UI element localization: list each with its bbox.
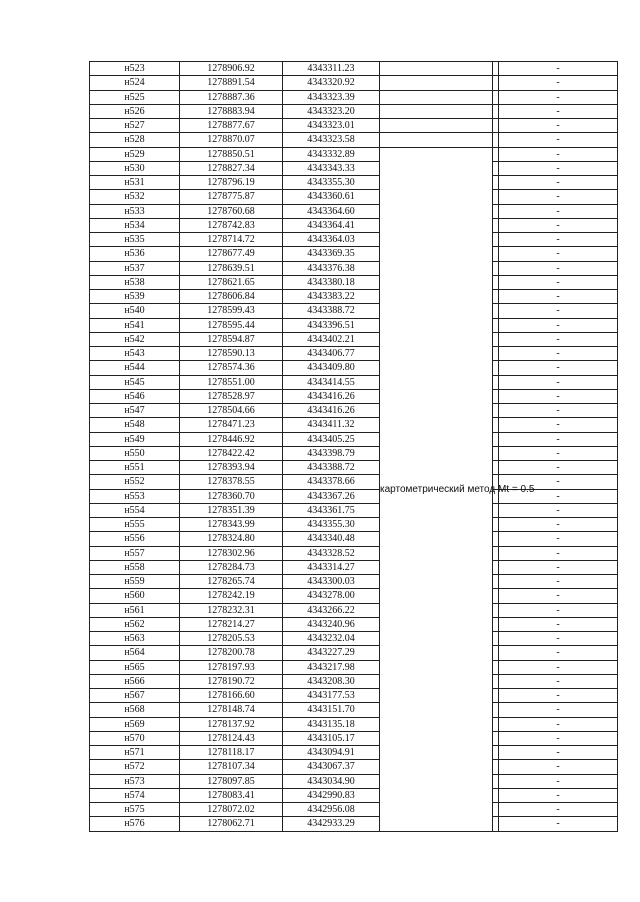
y-coordinate-cell: 4343414.55: [283, 375, 380, 389]
point-name-cell: н541: [90, 318, 180, 332]
x-coordinate-cell: 1278148.74: [180, 703, 283, 717]
table-row: [90, 589, 618, 603]
y-coordinate-cell: 4343300.03: [283, 575, 380, 589]
dash-cell: -: [499, 62, 618, 76]
table-row: [90, 646, 618, 660]
y-coordinate-cell: 4343227.29: [283, 646, 380, 660]
y-coordinate-cell: 4343135.18: [283, 717, 380, 731]
point-name-cell: н545: [90, 375, 180, 389]
table-row: [90, 304, 618, 318]
point-name-cell: н534: [90, 218, 180, 232]
y-coordinate-cell: 4343328.52: [283, 546, 380, 560]
dash-cell: -: [499, 674, 618, 688]
y-coordinate-cell: 4343266.22: [283, 603, 380, 617]
dash-cell: -: [499, 147, 618, 161]
x-coordinate-cell: 1278351.39: [180, 503, 283, 517]
x-coordinate-cell: 1278796.19: [180, 176, 283, 190]
point-name-cell: н547: [90, 404, 180, 418]
point-name-cell: н531: [90, 176, 180, 190]
y-coordinate-cell: 4343151.70: [283, 703, 380, 717]
table-row: [90, 76, 618, 90]
x-coordinate-cell: 1278639.51: [180, 261, 283, 275]
y-coordinate-cell: 4343378.66: [283, 475, 380, 489]
point-name-cell: н565: [90, 660, 180, 674]
y-coordinate-cell: 4343398.79: [283, 446, 380, 460]
table-row: [90, 660, 618, 674]
x-coordinate-cell: 1278137.92: [180, 717, 283, 731]
dash-cell: -: [499, 104, 618, 118]
table-row: [90, 147, 618, 161]
x-coordinate-cell: 1278599.43: [180, 304, 283, 318]
point-name-cell: н551: [90, 461, 180, 475]
table-row: [90, 746, 618, 760]
method-cell-empty: [380, 119, 493, 133]
method-cell-empty: [380, 104, 493, 118]
dash-cell: -: [499, 817, 618, 831]
y-coordinate-cell: 4343364.03: [283, 233, 380, 247]
dash-cell: -: [499, 76, 618, 90]
y-coordinate-cell: 4343406.77: [283, 347, 380, 361]
x-coordinate-cell: 1278422.42: [180, 446, 283, 460]
point-name-cell: н554: [90, 503, 180, 517]
dash-cell: -: [499, 731, 618, 745]
x-coordinate-cell: 1278097.85: [180, 774, 283, 788]
y-coordinate-cell: 4343355.30: [283, 518, 380, 532]
point-name-cell: н573: [90, 774, 180, 788]
y-coordinate-cell: 4343323.39: [283, 90, 380, 104]
dash-cell: -: [499, 632, 618, 646]
y-coordinate-cell: 4343105.17: [283, 731, 380, 745]
table-row: [90, 575, 618, 589]
x-coordinate-cell: 1278621.65: [180, 275, 283, 289]
point-name-cell: н553: [90, 489, 180, 503]
dash-cell: -: [499, 603, 618, 617]
dash-cell: -: [499, 703, 618, 717]
x-coordinate-cell: 1278072.02: [180, 803, 283, 817]
x-coordinate-cell: 1278471.23: [180, 418, 283, 432]
dash-cell: -: [499, 389, 618, 403]
table-row: [90, 689, 618, 703]
x-coordinate-cell: 1278232.31: [180, 603, 283, 617]
method-cell-empty: [380, 62, 493, 76]
table-row: [90, 133, 618, 147]
x-coordinate-cell: 1278324.80: [180, 532, 283, 546]
table-row: [90, 446, 618, 460]
x-coordinate-cell: 1278551.00: [180, 375, 283, 389]
y-coordinate-cell: 4343232.04: [283, 632, 380, 646]
x-coordinate-cell: 1278877.67: [180, 119, 283, 133]
y-coordinate-cell: 4342956.08: [283, 803, 380, 817]
y-coordinate-cell: 4343396.51: [283, 318, 380, 332]
y-coordinate-cell: 4343094.91: [283, 746, 380, 760]
table-row: [90, 703, 618, 717]
table-row: [90, 803, 618, 817]
y-coordinate-cell: 4343409.80: [283, 361, 380, 375]
x-coordinate-cell: 1278190.72: [180, 674, 283, 688]
dash-cell: -: [499, 218, 618, 232]
x-coordinate-cell: 1278205.53: [180, 632, 283, 646]
point-name-cell: н533: [90, 204, 180, 218]
point-name-cell: н532: [90, 190, 180, 204]
y-coordinate-cell: 4343323.58: [283, 133, 380, 147]
dash-cell: -: [499, 275, 618, 289]
point-name-cell: н558: [90, 560, 180, 574]
y-coordinate-cell: 4343416.26: [283, 404, 380, 418]
y-coordinate-cell: 4343177.53: [283, 689, 380, 703]
y-coordinate-cell: 4343320.92: [283, 76, 380, 90]
point-name-cell: н567: [90, 689, 180, 703]
x-coordinate-cell: 1278166.60: [180, 689, 283, 703]
dash-cell: -: [499, 161, 618, 175]
x-coordinate-cell: 1278760.68: [180, 204, 283, 218]
dash-cell: -: [499, 375, 618, 389]
y-coordinate-cell: 4342933.29: [283, 817, 380, 831]
x-coordinate-cell: 1278107.34: [180, 760, 283, 774]
x-coordinate-cell: 1278197.93: [180, 660, 283, 674]
table-row: [90, 233, 618, 247]
x-coordinate-cell: 1278378.55: [180, 475, 283, 489]
dash-cell: -: [499, 646, 618, 660]
x-coordinate-cell: 1278574.36: [180, 361, 283, 375]
point-name-cell: н527: [90, 119, 180, 133]
point-name-cell: н544: [90, 361, 180, 375]
x-coordinate-cell: 1278242.19: [180, 589, 283, 603]
table-row: [90, 275, 618, 289]
point-name-cell: н540: [90, 304, 180, 318]
y-coordinate-cell: 4343355.30: [283, 176, 380, 190]
point-name-cell: н528: [90, 133, 180, 147]
dash-cell: -: [499, 347, 618, 361]
dash-cell: -: [499, 760, 618, 774]
x-coordinate-cell: 1278606.84: [180, 290, 283, 304]
dash-cell: -: [499, 204, 618, 218]
table-row: [90, 674, 618, 688]
x-coordinate-cell: 1278446.92: [180, 432, 283, 446]
point-name-cell: н566: [90, 674, 180, 688]
y-coordinate-cell: 4343343.33: [283, 161, 380, 175]
dash-cell: -: [499, 546, 618, 560]
y-coordinate-cell: 4343332.89: [283, 147, 380, 161]
point-name-cell: н571: [90, 746, 180, 760]
point-name-cell: н546: [90, 389, 180, 403]
point-name-cell: н552: [90, 475, 180, 489]
x-coordinate-cell: 1278595.44: [180, 318, 283, 332]
table-row: [90, 404, 618, 418]
y-coordinate-cell: 4343240.96: [283, 617, 380, 631]
point-name-cell: н550: [90, 446, 180, 460]
table-row: [90, 190, 618, 204]
table-row: [90, 347, 618, 361]
dash-cell: -: [499, 803, 618, 817]
table-row: [90, 717, 618, 731]
y-coordinate-cell: 4343067.37: [283, 760, 380, 774]
dash-cell: -: [499, 489, 618, 503]
point-name-cell: н576: [90, 817, 180, 831]
dash-cell: -: [499, 575, 618, 589]
x-coordinate-cell: 1278714.72: [180, 233, 283, 247]
y-coordinate-cell: 4343380.18: [283, 275, 380, 289]
table-row: [90, 62, 618, 76]
table-row: [90, 546, 618, 560]
y-coordinate-cell: 4343323.01: [283, 119, 380, 133]
y-coordinate-cell: 4343314.27: [283, 560, 380, 574]
y-coordinate-cell: 4343208.30: [283, 674, 380, 688]
table-row: [90, 418, 618, 432]
y-coordinate-cell: 4343405.25: [283, 432, 380, 446]
dash-cell: -: [499, 589, 618, 603]
x-coordinate-cell: 1278590.13: [180, 347, 283, 361]
table-row: [90, 318, 618, 332]
coordinates-table: [89, 61, 618, 832]
x-coordinate-cell: 1278850.51: [180, 147, 283, 161]
y-coordinate-cell: 4343367.26: [283, 489, 380, 503]
x-coordinate-cell: 1278870.07: [180, 133, 283, 147]
point-name-cell: н537: [90, 261, 180, 275]
point-name-cell: н575: [90, 803, 180, 817]
point-name-cell: н523: [90, 62, 180, 76]
y-coordinate-cell: 4343034.90: [283, 774, 380, 788]
point-name-cell: н543: [90, 347, 180, 361]
dash-cell: -: [499, 318, 618, 332]
y-coordinate-cell: 4343323.20: [283, 104, 380, 118]
dash-cell: -: [499, 446, 618, 460]
table-row: [90, 218, 618, 232]
point-name-cell: н538: [90, 275, 180, 289]
table-row: [90, 461, 618, 475]
dash-cell: -: [499, 261, 618, 275]
method-cell-empty: [380, 76, 493, 90]
table-row: [90, 261, 618, 275]
table-row: [90, 560, 618, 574]
table-row: [90, 161, 618, 175]
x-coordinate-cell: 1278906.92: [180, 62, 283, 76]
dash-cell: -: [499, 503, 618, 517]
point-name-cell: н559: [90, 575, 180, 589]
dash-cell: -: [499, 461, 618, 475]
table-row: [90, 518, 618, 532]
table-row: [90, 532, 618, 546]
point-name-cell: н524: [90, 76, 180, 90]
dash-cell: -: [499, 660, 618, 674]
point-name-cell: н564: [90, 646, 180, 660]
point-name-cell: н574: [90, 788, 180, 802]
table-row: [90, 290, 618, 304]
table-row: [90, 632, 618, 646]
x-coordinate-cell: 1278891.54: [180, 76, 283, 90]
x-coordinate-cell: 1278360.70: [180, 489, 283, 503]
y-coordinate-cell: 4343364.60: [283, 204, 380, 218]
x-coordinate-cell: 1278677.49: [180, 247, 283, 261]
dash-cell: -: [499, 304, 618, 318]
table-row: [90, 375, 618, 389]
dash-cell: -: [499, 332, 618, 346]
method-cell-empty: [380, 133, 493, 147]
point-name-cell: н542: [90, 332, 180, 346]
dash-cell: -: [499, 404, 618, 418]
point-name-cell: н557: [90, 546, 180, 560]
x-coordinate-cell: 1278284.73: [180, 560, 283, 574]
point-name-cell: н535: [90, 233, 180, 247]
x-coordinate-cell: 1278083.41: [180, 788, 283, 802]
table-row: [90, 247, 618, 261]
table-row: [90, 104, 618, 118]
y-coordinate-cell: 4343416.26: [283, 389, 380, 403]
y-coordinate-cell: 4342990.83: [283, 788, 380, 802]
table-row: [90, 760, 618, 774]
x-coordinate-cell: 1278200.78: [180, 646, 283, 660]
table-row: [90, 774, 618, 788]
dash-cell: -: [499, 432, 618, 446]
table-row: [90, 432, 618, 446]
table-row: [90, 731, 618, 745]
y-coordinate-cell: 4343388.72: [283, 461, 380, 475]
x-coordinate-cell: 1278827.34: [180, 161, 283, 175]
table-row: [90, 332, 618, 346]
point-name-cell: н549: [90, 432, 180, 446]
x-coordinate-cell: 1278062.71: [180, 817, 283, 831]
y-coordinate-cell: 4343217.98: [283, 660, 380, 674]
dash-cell: -: [499, 560, 618, 574]
y-coordinate-cell: 4343388.72: [283, 304, 380, 318]
y-coordinate-cell: 4343278.00: [283, 589, 380, 603]
dash-cell: -: [499, 361, 618, 375]
dash-cell: -: [499, 190, 618, 204]
dash-cell: -: [499, 788, 618, 802]
x-coordinate-cell: 1278528.97: [180, 389, 283, 403]
y-coordinate-cell: 4343364.41: [283, 218, 380, 232]
point-name-cell: н539: [90, 290, 180, 304]
x-coordinate-cell: 1278504.66: [180, 404, 283, 418]
dash-cell: -: [499, 290, 618, 304]
x-coordinate-cell: 1278124.43: [180, 731, 283, 745]
x-coordinate-cell: 1278118.17: [180, 746, 283, 760]
table-row: [90, 176, 618, 190]
y-coordinate-cell: 4343340.48: [283, 532, 380, 546]
y-coordinate-cell: 4343360.61: [283, 190, 380, 204]
point-name-cell: н561: [90, 603, 180, 617]
point-name-cell: н570: [90, 731, 180, 745]
method-cell-empty: [380, 90, 493, 104]
point-name-cell: н569: [90, 717, 180, 731]
y-coordinate-cell: 4343402.21: [283, 332, 380, 346]
x-coordinate-cell: 1278302.96: [180, 546, 283, 560]
table-row: [90, 475, 618, 489]
y-coordinate-cell: 4343376.38: [283, 261, 380, 275]
table-row: [90, 617, 618, 631]
dash-cell: -: [499, 119, 618, 133]
x-coordinate-cell: 1278265.74: [180, 575, 283, 589]
dash-cell: -: [499, 717, 618, 731]
dash-cell: -: [499, 518, 618, 532]
point-name-cell: н563: [90, 632, 180, 646]
dash-cell: -: [499, 90, 618, 104]
method-cell: картометрический метод Mt = 0.5: [380, 147, 493, 831]
dash-cell: -: [499, 746, 618, 760]
y-coordinate-cell: 4343411.32: [283, 418, 380, 432]
table-row: [90, 389, 618, 403]
point-name-cell: н526: [90, 104, 180, 118]
x-coordinate-cell: 1278883.94: [180, 104, 283, 118]
dash-cell: -: [499, 475, 618, 489]
point-name-cell: н572: [90, 760, 180, 774]
x-coordinate-cell: 1278742.83: [180, 218, 283, 232]
x-coordinate-cell: 1278775.87: [180, 190, 283, 204]
x-coordinate-cell: 1278214.27: [180, 617, 283, 631]
table-row: [90, 361, 618, 375]
table-row: [90, 817, 618, 831]
dash-cell: -: [499, 617, 618, 631]
coordinates-table-body: [90, 62, 618, 832]
dash-cell: -: [499, 247, 618, 261]
dash-cell: -: [499, 233, 618, 247]
x-coordinate-cell: 1278887.36: [180, 90, 283, 104]
table-row: [90, 489, 618, 503]
table-row: [90, 204, 618, 218]
point-name-cell: н530: [90, 161, 180, 175]
point-name-cell: н555: [90, 518, 180, 532]
dash-cell: -: [499, 176, 618, 190]
dash-cell: -: [499, 133, 618, 147]
y-coordinate-cell: 4343311.23: [283, 62, 380, 76]
y-coordinate-cell: 4343369.35: [283, 247, 380, 261]
point-name-cell: н536: [90, 247, 180, 261]
point-name-cell: н529: [90, 147, 180, 161]
y-coordinate-cell: 4343383.22: [283, 290, 380, 304]
point-name-cell: н560: [90, 589, 180, 603]
dash-cell: -: [499, 774, 618, 788]
x-coordinate-cell: 1278393.94: [180, 461, 283, 475]
point-name-cell: н562: [90, 617, 180, 631]
x-coordinate-cell: 1278343.99: [180, 518, 283, 532]
point-name-cell: н548: [90, 418, 180, 432]
table-row: [90, 90, 618, 104]
dash-cell: -: [499, 418, 618, 432]
x-coordinate-cell: 1278594.87: [180, 332, 283, 346]
table-row: [90, 603, 618, 617]
dash-cell: -: [499, 689, 618, 703]
table-row: [90, 788, 618, 802]
point-name-cell: н556: [90, 532, 180, 546]
dash-cell: -: [499, 532, 618, 546]
point-name-cell: н568: [90, 703, 180, 717]
y-coordinate-cell: 4343361.75: [283, 503, 380, 517]
point-name-cell: н525: [90, 90, 180, 104]
table-row: [90, 119, 618, 133]
table-row: [90, 503, 618, 517]
